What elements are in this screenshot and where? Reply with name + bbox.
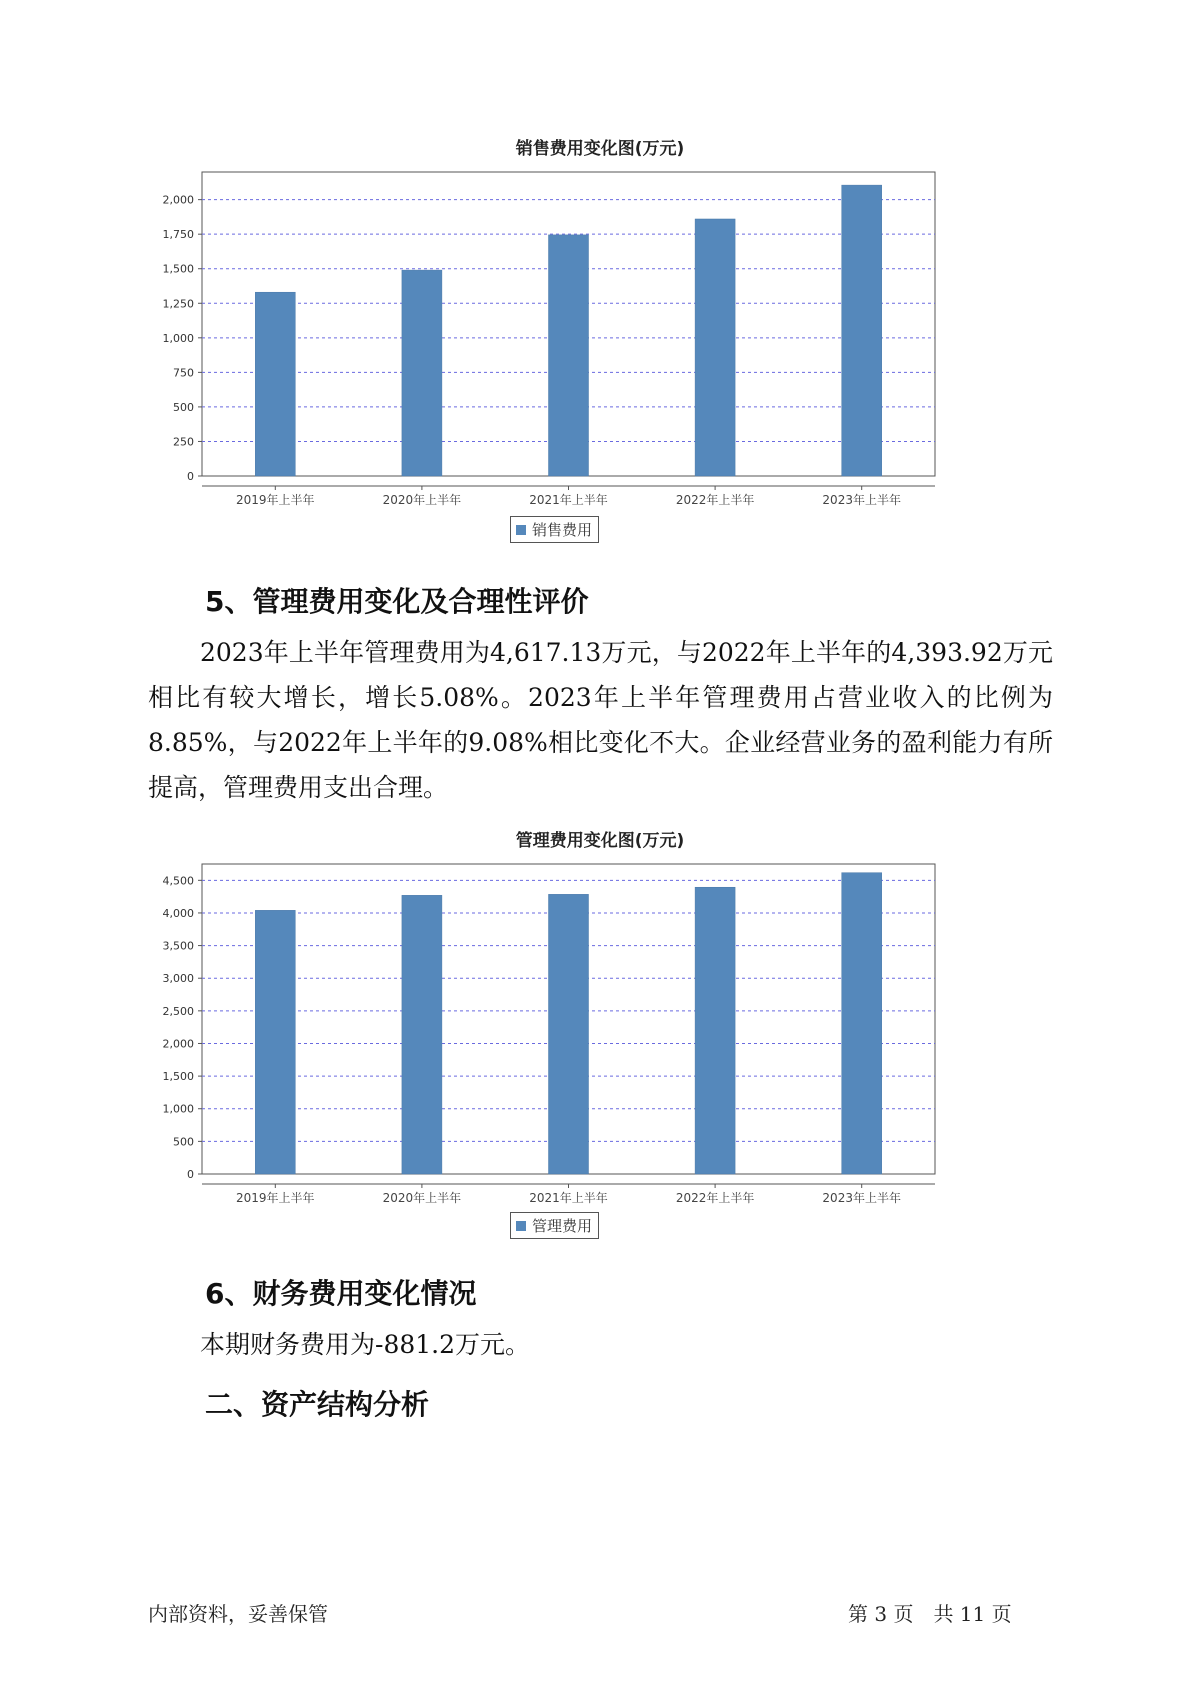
bar	[402, 270, 442, 476]
legend-label: 管理费用	[532, 1217, 593, 1235]
bar	[255, 910, 295, 1174]
sales-expense-chart-svg	[150, 168, 1050, 548]
legend-swatch	[516, 525, 526, 535]
chart-legend	[510, 1212, 599, 1239]
chart-title: 销售费用变化图(万元)	[515, 139, 685, 159]
bar	[842, 185, 882, 476]
section-5-heading: 5、管理费用变化及合理性评价	[205, 585, 589, 618]
bar	[255, 292, 295, 476]
footer-page-number: 第 3 页 共 11 页	[848, 1602, 1012, 1626]
x-tick-label: 2020年上半年	[382, 1191, 462, 1205]
y-tick-label: 750	[173, 366, 194, 380]
x-tick-label: 2022年上半年	[675, 1191, 755, 1205]
section-5-paragraph: 2023年上半年管理费用为4,617.13万元，与2022年上半年的4,393.92万元相比有较大增长，增长5.08%。2023年上半年管理费用占营业收入的比例为8.85%，与2022年上半年的9.08%相比变化不大。企业经营业务的盈利能力有所提高，管理费用支出合理。	[148, 638, 1053, 802]
y-tick-label: 4,000	[162, 906, 194, 920]
bar	[402, 895, 442, 1174]
bar	[549, 235, 589, 476]
y-tick-label: 1,750	[162, 228, 194, 242]
y-tick-label: 1,000	[162, 1102, 194, 1116]
x-tick-label: 2020年上半年	[382, 493, 462, 507]
x-tick-label: 2019年上半年	[236, 493, 315, 507]
legend-label: 销售费用	[532, 521, 593, 539]
bar	[695, 887, 735, 1174]
chart-title: 管理费用变化图(万元)	[515, 831, 685, 851]
x-tick-label: 2023年上半年	[822, 1191, 901, 1205]
chart-legend	[510, 516, 599, 543]
y-tick-label: 3,000	[162, 972, 194, 986]
legend-swatch	[516, 1221, 526, 1231]
section-6-paragraph: 本期财务费用为-881.2万元。	[200, 1330, 531, 1359]
footer-confidential: 内部资料，妥善保管	[148, 1602, 328, 1626]
section-6-heading: 6、财务费用变化情况	[205, 1277, 477, 1310]
y-tick-label: 0	[187, 470, 194, 483]
bar	[695, 219, 735, 476]
y-tick-label: 1,000	[162, 331, 194, 345]
x-tick-label: 2022年上半年	[675, 493, 755, 507]
y-tick-label: 1,500	[162, 1070, 194, 1084]
y-tick-label: 0	[187, 1168, 194, 1181]
y-tick-label: 1,500	[162, 262, 194, 276]
y-tick-label: 500	[173, 1135, 194, 1149]
x-tick-label: 2021年上半年	[529, 493, 608, 507]
y-tick-label: 500	[173, 400, 194, 414]
y-tick-label: 2,000	[162, 193, 194, 207]
bar	[842, 873, 882, 1174]
x-tick-label: 2019年上半年	[236, 1191, 315, 1205]
admin-expense-chart	[150, 822, 1050, 1247]
bar	[549, 894, 589, 1174]
x-tick-label: 2023年上半年	[822, 493, 901, 507]
y-tick-label: 3,500	[162, 939, 194, 953]
y-tick-label: 250	[173, 435, 194, 449]
y-tick-label: 4,500	[162, 874, 194, 888]
sales-expense-chart	[150, 130, 1050, 550]
section-two-heading: 二、资产结构分析	[205, 1388, 430, 1421]
y-tick-label: 1,250	[162, 297, 194, 311]
y-tick-label: 2,500	[162, 1004, 194, 1018]
y-tick-label: 2,000	[162, 1037, 194, 1051]
admin-expense-chart-svg	[150, 860, 1050, 1245]
x-tick-label: 2021年上半年	[529, 1191, 608, 1205]
